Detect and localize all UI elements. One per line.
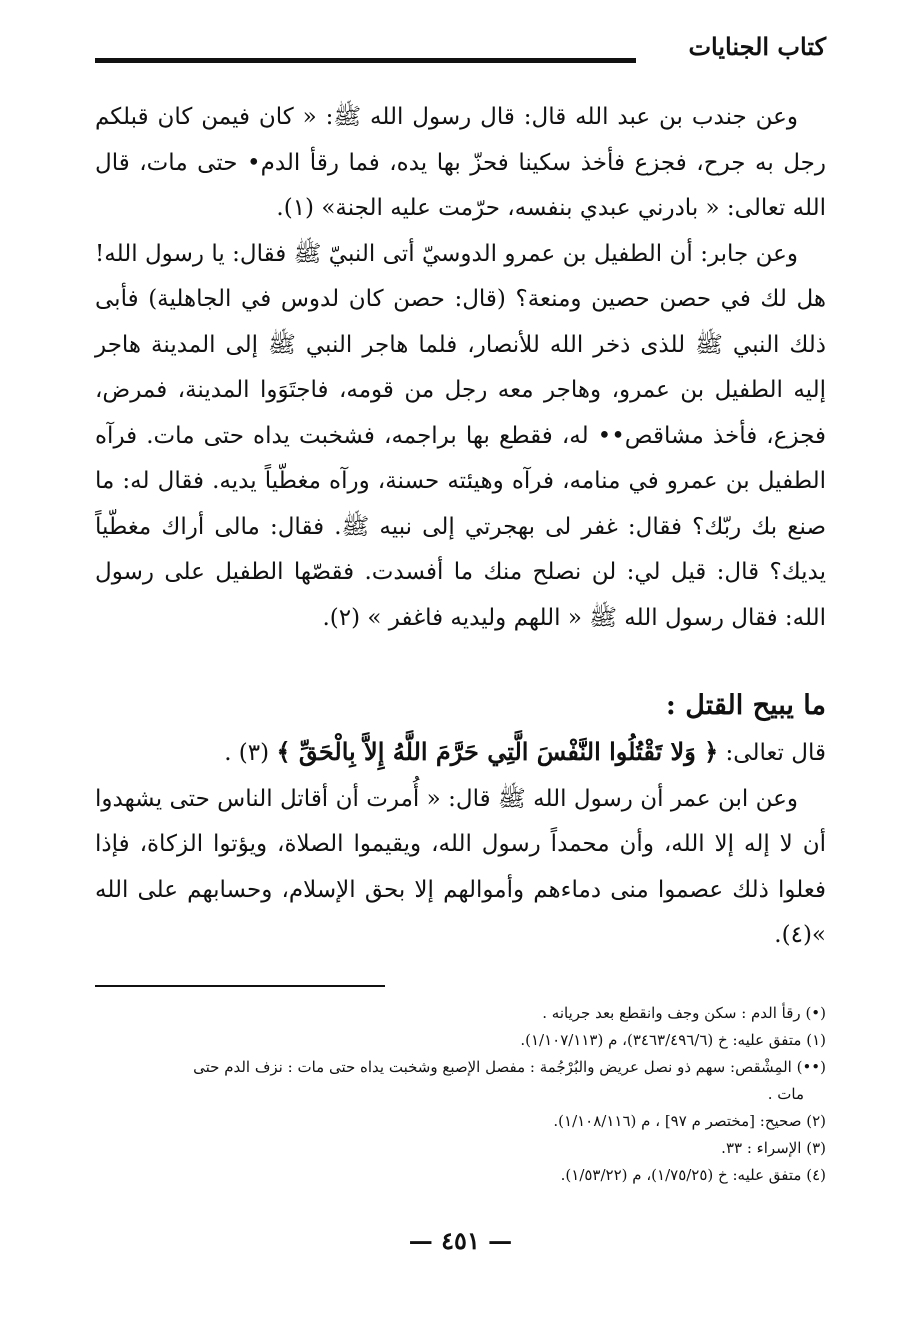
footnote-item: (٣) الإسراء : ٣٣. (721, 1139, 826, 1157)
page-number: — ٤٥١ — (408, 1226, 513, 1255)
running-title: كتاب الجنايات (688, 32, 826, 61)
footnote-item: (١) متفق عليه: خ (٣٤٦٣/٤٩٦/٦)، م (١/١٠٧/١١٣). (520, 1031, 826, 1049)
page-header (95, 28, 826, 72)
quran-verse-line (95, 729, 826, 777)
paragraph-jundub: وعن جندب بن عبد الله قال: قال رسول الله ﷺ: « كان فيمن كان قبلكم رجل به جرح، فجزع فأخذ سكينا فحزّ بها يده، فما رقأ الدم• حتى مات، قال الله تعالى: « بادرني عبدي بنفسه، حرّمت عليه الجنة» (١). (95, 104, 826, 221)
verse-intro: قال تعالى: (725, 740, 826, 766)
paragraph-ibn-umar: وعن ابن عمر أن رسول الله ﷺ قال: « أُمرت أن أقاتل الناس حتى يشهدوا أن لا إله إلا الله، وأن محمداً رسول الله، ويقيموا الصلاة، ويؤتوا الزكاة، فإذا فعلوا ذلك عصموا منى دماءهم وأموالهم إلا بحق الإسلام، وحسابهم على الله »(٤). (95, 785, 826, 948)
quran-verse: ﴿ وَلا تَقْتُلُوا النَّفْسَ الَّتِي حَرَّمَ اللَّهُ إِلاَّ بِالْحَقِّ ﴾ (276, 737, 719, 766)
footnote-item: (•) رقأ الدم : سكن وجف وانقطع بعد جريانه . (542, 1004, 826, 1022)
section-title: ما يبيح القتل : (665, 690, 826, 721)
main-text (95, 95, 826, 959)
verse-footnote-ref: (٣) . (224, 740, 270, 766)
footnote-continuation: مات . (767, 1085, 804, 1103)
header-rule (95, 58, 636, 63)
paragraph-jabir: وعن جابر: أن الطفيل بن عمرو الدوسيّ أتى النبيّ ﷺ فقال: يا رسول الله! هل لك في حصن حصين ومنعة؟ (قال: حصن كان لدوس في الجاهلية) فأبى ذلك النبي ﷺ للذى ذخر الله للأنصار، فلما هاجر النبي ﷺ إلى المدينة هاجر إليه الطفيل بن عمرو، وهاجر معه رجل من قومه، فاجتَوَوا المدينة، فمرض، فجزع، فأخذ مشاقص•• له، فقطع بها براجمه، فشخبت يداه حتى مات. فرآه الطفيل بن عمرو في منامه، فرآه وهيئته حسنة، ورآه مغطّياً يديه. فقال له: ما صنع بك ربّك؟ فقال: غفر لى بهجرتي إلى نبيه ﷺ. فقال: مالى أراك مغطّياً يديك؟ قال: قيل لي: لن نصلح منك ما أفسدت. فقصّها الطفيل على رسول الله: فقال رسول الله ﷺ « اللهم وليديه فاغفر » (٢). (95, 240, 826, 631)
footnote-item: (٢) صحيح: [مختصر م ٩٧] ، م (١/١٠٨/١١٦). (553, 1112, 826, 1130)
footnote-item: (••) المِشْقص: سهم ذو نصل عريض والبُرْجُمة : مفصل الإصبع وشخبت يداه حتى مات : نزف الدم حتى (193, 1058, 826, 1076)
footnote-rule (95, 985, 385, 987)
footnotes (95, 1000, 826, 1189)
footnote-item: (٤) متفق عليه: خ (١/٧٥/٢٥)، م (١/٥٣/٢٢). (560, 1166, 826, 1184)
